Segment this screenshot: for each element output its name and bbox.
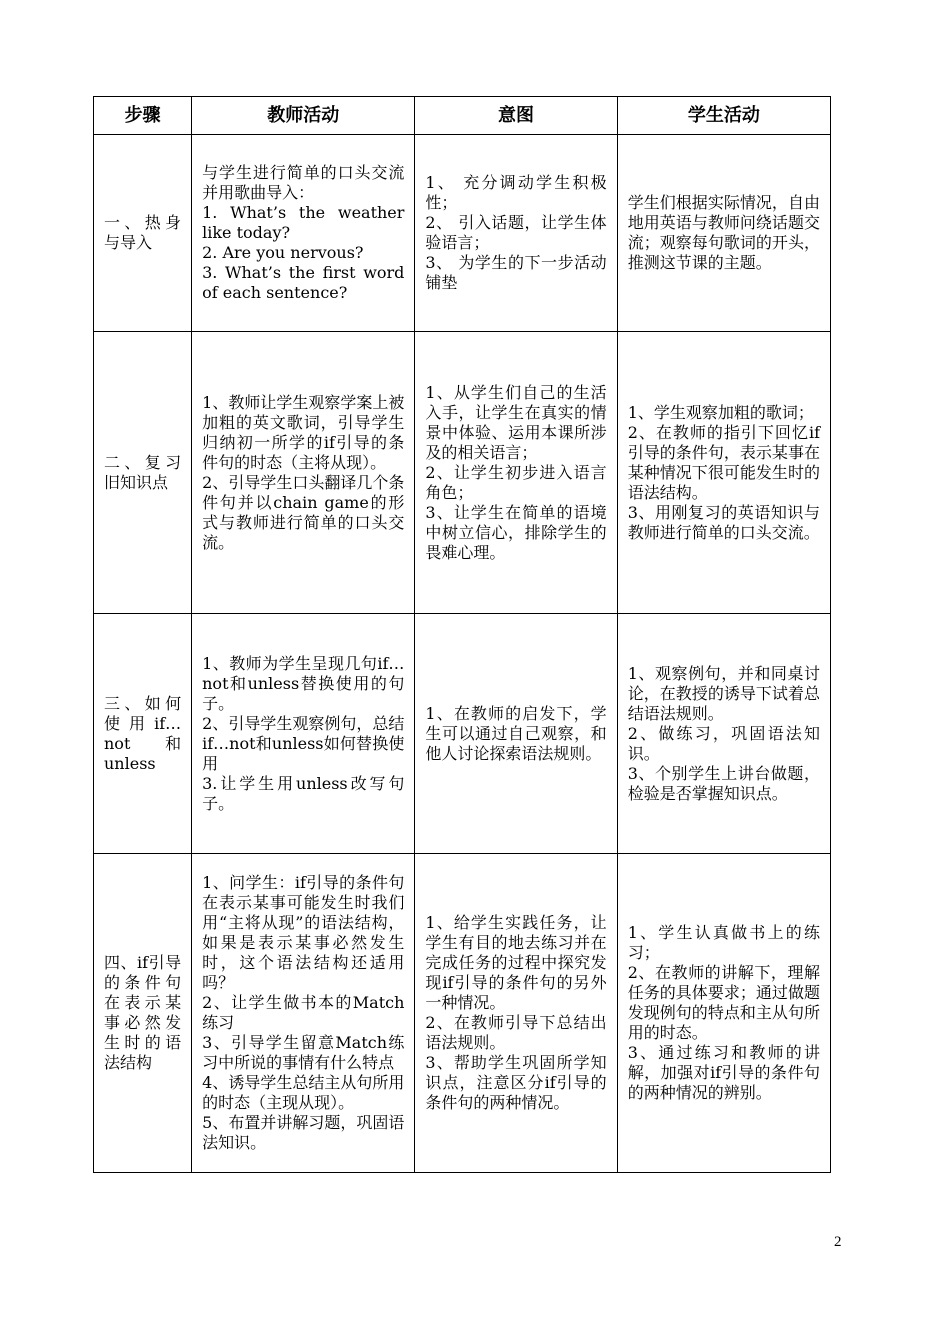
purpose-cell: [415, 135, 617, 332]
teacher-activity-cell: [192, 135, 415, 332]
teacher-activity-text: 1、问学生：if引导的条件句在表示某事可能发生时我们用“主将从现”的语法结构，如果是表示某事必然发生时，这个语法结构还适用吗？ 2、让学生做书本的Match练习 3、引导学生留意Match练习中所说的事情有什么特点 4、诱导学生总结主从句所用的时态（主现从现）。 5、布置并讲解习题，巩固语法知识。: [202, 873, 405, 1152]
header-purpose: 意图: [415, 97, 617, 135]
student-activity-cell: [617, 854, 830, 1173]
header-student-activity: 学生活动: [617, 97, 830, 135]
teacher-activity-text: 与学生进行简单的口头交流并用歌曲导入： 1. What’s the weather like today? 2. Are you nervous? 3. What’s the first word of each sentence?: [202, 163, 405, 302]
step-text: 四、if引导的条件句在表示某事必然发生时的语法结构: [104, 953, 182, 1072]
step-text: 二、复习旧知识点: [104, 452, 182, 492]
teacher-activity-text: 1、教师为学生呈现几句if…not和unless替换使用的句子。 2、引导学生观察例句，总结if…not和unless如何替换使用 3.让学生用unless改写句子。: [202, 653, 405, 813]
step-cell: [94, 135, 192, 332]
purpose-cell: [415, 854, 617, 1173]
student-activity-cell: [617, 332, 830, 614]
purpose-cell: [415, 614, 617, 854]
purpose-text: 1、给学生实践任务，让学生有目的地去练习并在完成任务的过程中探究发现if引导的条件句的另外一种情况。 2、在教师引导下总结出语法规则。 3、帮助学生巩固所学知识点，注意区分if引导的条件句的两种情况。: [425, 913, 607, 1112]
header-step: 步骤: [94, 97, 192, 135]
step-cell: [94, 332, 192, 614]
purpose-cell: [415, 332, 617, 614]
page-number: 2: [834, 1234, 842, 1250]
purpose-text: 1、在教师的启发下，学生可以通过自己观察，和他人讨论探索语法规则。: [425, 703, 607, 763]
table-row: [94, 135, 831, 332]
step-text: 一、热身与导入: [104, 213, 182, 252]
lesson-plan-table: [93, 96, 831, 1173]
teacher-activity-cell: [192, 614, 415, 854]
purpose-text: 1、从学生们自己的生活入手，让学生在真实的情景中体验、运用本课所涉及的相关语言； 2、让学生初步进入语言角色； 3、让学生在简单的语境中树立信心，排除学生的畏难心理。: [425, 382, 607, 562]
student-activity-text: 学生们根据实际情况，自由地用英语与教师问绕话题交流；观察每句歌词的开头，推测这节课的主题。: [627, 193, 820, 272]
purpose-text: 1、 充分调动学生积极性； 2、 引入话题，让学生体验语言； 3、 为学生的下一步活动铺垫: [425, 173, 607, 292]
table-header-row: [94, 97, 831, 135]
student-activity-cell: [617, 135, 830, 332]
student-activity-text: 1、学生认真做书上的练习； 2、在教师的讲解下，理解任务的具体要求；通过做题发现例句的特点和主从句所用的时态。 3、通过练习和教师的讲解，加强对if引导的条件句的两种情况的辨别。: [627, 923, 820, 1102]
step-cell: [94, 614, 192, 854]
step-text: 三、如何使用if…not 和unless: [104, 693, 182, 773]
table-row: [94, 854, 831, 1173]
student-activity-cell: [617, 614, 830, 854]
student-activity-text: 1、观察例句，并和同桌讨论，在教授的诱导下试着总结语法规则。 2、做练习，巩固语法知识。 3、个别学生上讲台做题，检验是否掌握知识点。: [627, 663, 820, 803]
table-row: [94, 614, 831, 854]
teacher-activity-cell: [192, 332, 415, 614]
table-row: [94, 332, 831, 614]
header-teacher-activity: 教师活动: [192, 97, 415, 135]
student-activity-text: 1、学生观察加粗的歌词； 2、在教师的指引下回忆if引导的条件句，表示某事在某种情况下很可能发生时的语法结构。 3、用刚复习的英语知识与教师进行简单的口头交流。: [627, 402, 820, 542]
step-cell: [94, 854, 192, 1173]
teacher-activity-cell: [192, 854, 415, 1173]
teacher-activity-text: 1、教师让学生观察学案上被加粗的英文歌词，引导学生归纳初一所学的if引导的条件句的时态（主将从现）。 2、引导学生口头翻译几个条件句并以chain game的形式与教师进行简单的口头交流。: [202, 392, 405, 552]
